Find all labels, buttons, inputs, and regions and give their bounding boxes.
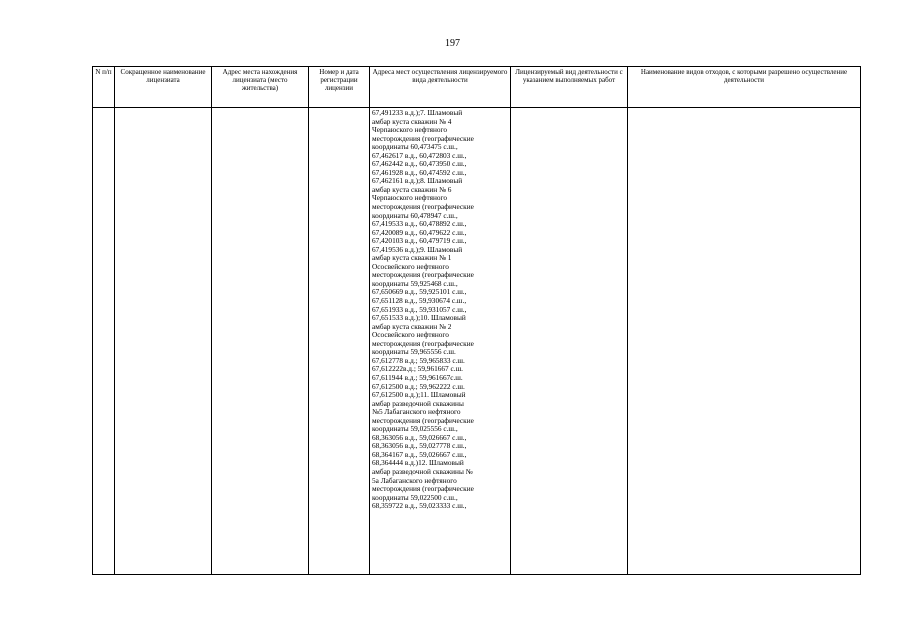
header-row xyxy=(93,67,861,108)
activity-address-line: 67,462617 в.д., 60,472803 с.ш., xyxy=(372,150,467,160)
header-licensee-address: Адрес места нахождения лицензиата (место жительства) xyxy=(212,67,309,108)
activity-address-line: Черпаюского нефтяного xyxy=(372,193,447,203)
activity-address-line: амбар куста скважин № 6 xyxy=(372,184,452,194)
activity-address-line: месторождения (географические xyxy=(372,270,474,280)
activity-address-line: 67,462161 в.д.);8. Шламовый xyxy=(372,176,463,186)
activity-address-line: 68,364444 в.д.)12. Шламовый xyxy=(372,458,464,468)
activity-address-line: 67,612500 в.д.);11. Шламовый xyxy=(372,390,466,400)
activity-address-line: 67,461928 в.д., 60,474592 с.ш., xyxy=(372,167,467,177)
activity-address-line: 67,651933 в.д., 59,931057 с.ш., xyxy=(372,304,467,314)
cell-waste-types xyxy=(628,108,861,575)
header-activity-type: Лицензируемый вид деятельности с указанием выполняемых работ xyxy=(511,67,628,108)
page-number: 197 xyxy=(445,38,460,49)
activity-address-line: 67,612222в.д.; 59,961667 с.ш. xyxy=(372,364,464,374)
activity-address-line: 67,612778 в.д.; 59,965833 с.ш. xyxy=(372,355,465,365)
activity-address-line: 67,419533 в.д., 60,478892 с.ш., xyxy=(372,219,467,229)
activity-address-line: месторождения (географические xyxy=(372,338,474,348)
activity-address-line: 67,491233 в.д.);7. Шламовый xyxy=(372,108,463,117)
activity-address-line: 67,419536 в.д.);9. Шламовый xyxy=(372,244,463,254)
activity-address-line: координаты 59,965556 с.ш. xyxy=(372,347,456,357)
activity-address-line: месторождения (географические xyxy=(372,415,474,425)
activity-address-line: 67,611944 в.д.; 59,961667с.ш. xyxy=(372,372,463,382)
activity-address-line: 67,420103 в.д., 60,479719 с.ш., xyxy=(372,236,467,246)
activity-address-line: 67,462442 в.д., 60,473950 с.ш., xyxy=(372,159,467,169)
cell-activity-type xyxy=(511,108,628,575)
cell-activity-address xyxy=(370,108,511,575)
activity-address-line: Ососвейского нефтяного xyxy=(372,330,449,340)
activity-address-line: координаты 59,925468 с.ш., xyxy=(372,278,458,288)
activity-address-line: амбар куста скважин № 4 xyxy=(372,116,452,126)
activity-address-line: амбар разведочной скважины № xyxy=(372,466,473,476)
license-table xyxy=(92,66,861,575)
activity-address-line: 68,364167 в.д., 59,026667 с.ш., xyxy=(372,449,467,459)
activity-address-line: №5 Лабаганского нефтяного xyxy=(372,407,461,417)
activity-address-line: Черпаюского нефтяного xyxy=(372,125,447,135)
cell-registration xyxy=(309,108,370,575)
activity-address-line: месторождения (географические xyxy=(372,484,474,494)
activity-address-line: амбар разведочной скважины xyxy=(372,398,464,408)
cell-number xyxy=(93,108,115,575)
activity-address-line: координаты 59,022500 с.ш., xyxy=(372,492,458,502)
activity-address-line: Ососвейского нефтяного xyxy=(372,261,449,271)
activity-address-line: координаты 60,473475 с.ш., xyxy=(372,142,458,152)
header-waste-types: Наименование видов отходов, с которыми разрешено осуществление деятельности xyxy=(628,67,861,108)
activity-address-line: 67,651128 в.д., 59,930674 с.ш., xyxy=(372,296,467,306)
activity-address-line: 67,651533 в.д.);10. Шламовый xyxy=(372,313,466,323)
cell-licensee-address xyxy=(212,108,309,575)
header-licensee: Сокращенное наименование лицензиата xyxy=(115,67,212,108)
activity-address-line: 68,363056 в.д., 59,026667 с.ш., xyxy=(372,432,467,442)
activity-address-line: координаты 60,478947 с.ш., xyxy=(372,210,458,220)
table-row xyxy=(93,108,861,575)
activity-address-line: месторождения (географические xyxy=(372,133,474,143)
header-activity-address: Адреса мест осуществления лицензируемого вида деятельности xyxy=(370,67,511,108)
activity-address-line: 67,650669 в.д., 59,925101 с.ш., xyxy=(372,287,467,297)
activity-address-line: 68,363056 в.д., 59,027778 с.ш., xyxy=(372,441,467,451)
cell-licensee xyxy=(115,108,212,575)
activity-address-line: 67,612500 в.д.; 59,962222 с.ш. xyxy=(372,381,465,391)
activity-address-line: координаты 59,025556 с.ш., xyxy=(372,424,458,434)
header-number: N п/п xyxy=(93,67,115,108)
activity-address-line: 5а Лабаганского нефтяного xyxy=(372,475,457,485)
activity-address-line: 68,359722 в.д., 59,023333 с.ш., xyxy=(372,501,467,511)
activity-address-line: 67,420089 в.д., 60,479622 с.ш., xyxy=(372,227,467,237)
header-registration: Номер и дата регистрации лицензии xyxy=(309,67,370,108)
activity-address-line: амбар куста скважин № 2 xyxy=(372,321,452,331)
activity-address-line: амбар куста скважин № 1 xyxy=(372,253,452,263)
activity-address-line: месторождения (географические xyxy=(372,202,474,212)
